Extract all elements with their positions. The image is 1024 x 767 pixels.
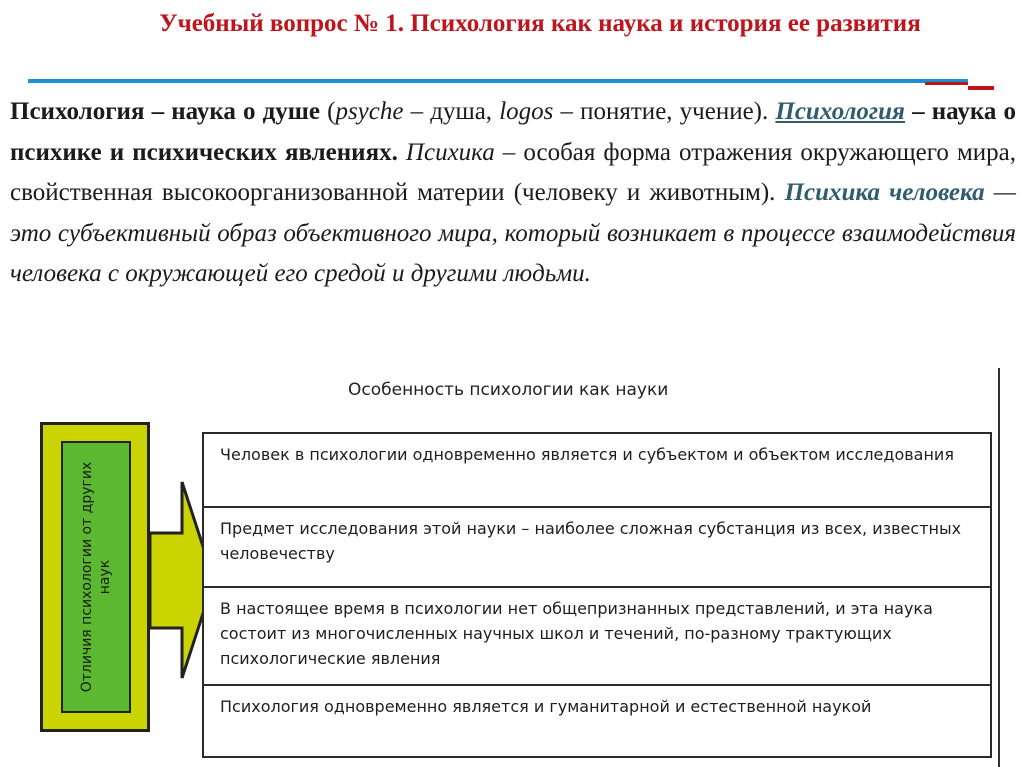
- text-part: (: [320, 98, 336, 125]
- term-human-psyche: Психика человека: [784, 179, 985, 206]
- term-logos: logos: [499, 98, 554, 125]
- side-label-text: Отличия психологии от других наук: [79, 461, 113, 693]
- side-label-inner: [61, 441, 131, 713]
- features-list: [202, 432, 992, 758]
- definition-paragraph: [10, 92, 1016, 295]
- slide-title: Учебный вопрос № 1. Психология как наука и история ее развития: [159, 10, 921, 37]
- figure-title: Особенность психологии как науки: [348, 380, 669, 400]
- phrase-human-psyche-definition: — это субъективный образ объективного мира, который возникает в процессе взаимодействия человека с окружающей его средой и другими людьми.: [10, 179, 1016, 287]
- feature-item-3: В настоящее время в психологии нет общепризнанных представлений, и эта наука состоит из многочисленных научных школ и течений, по-разному трактующих психологические явления: [204, 586, 990, 684]
- text-part: – душа,: [403, 98, 500, 125]
- term-psychology: Психология: [775, 98, 905, 125]
- title-underline-blue: [28, 79, 968, 83]
- term-psyche-ru: Психика: [405, 138, 495, 166]
- text-part: – понятие, учение).: [553, 98, 776, 125]
- figure-right-border: [998, 368, 1000, 767]
- psychology-features-figure: [36, 368, 1012, 767]
- phrase-psychology-definition: – наука о психике и психических явлениях.: [10, 98, 1016, 166]
- feature-item-2: Предмет исследования этой науки – наиболее сложная субстанция из всех, известных человечеству: [204, 506, 990, 586]
- phrase-psychology-soul: Психология – наука о душе: [10, 98, 320, 125]
- text-part: – особая форма отражения окружающего мира, свойственная высокоорганизованной материи (человеку и животным).: [10, 138, 1016, 206]
- title-underline-red-right: [968, 86, 994, 90]
- term-psyche: psyche: [335, 98, 404, 125]
- side-label-box: [40, 422, 150, 732]
- title-underline-red-left: [925, 82, 968, 85]
- feature-item-1: Человек в психологии одновременно является и субъектом и объектом исследования: [220, 445, 954, 464]
- feature-item-4: Психология одновременно является и гуманитарной и естественной наукой: [204, 684, 990, 756]
